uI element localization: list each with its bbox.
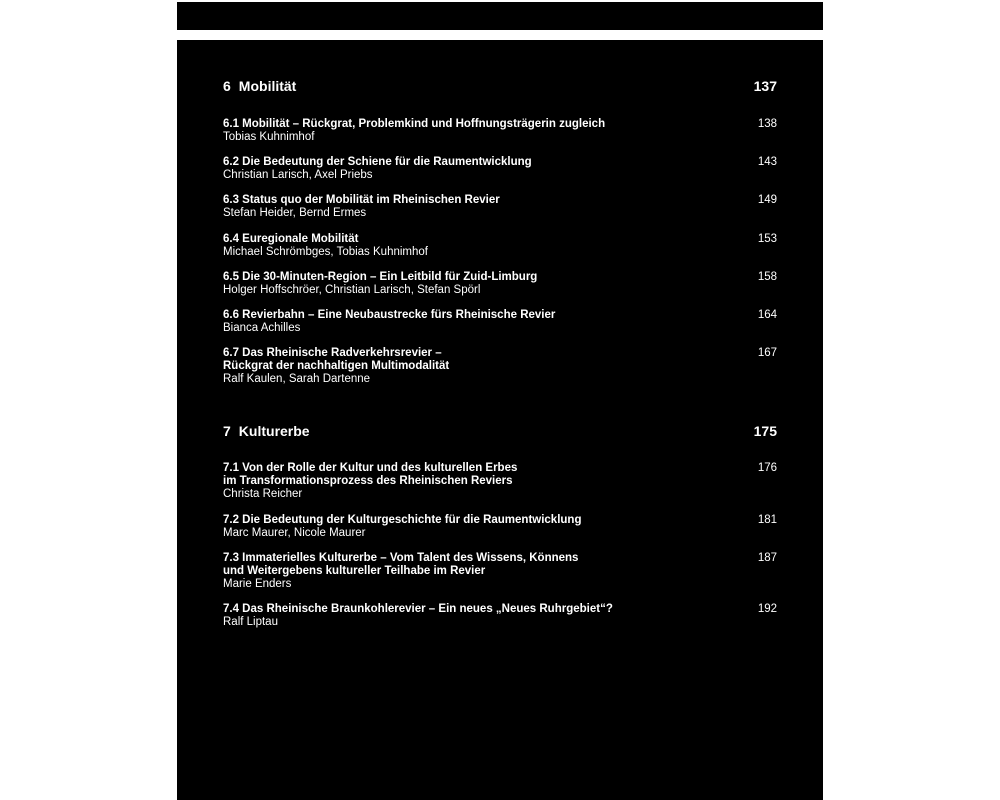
toc-entry[interactable] bbox=[223, 347, 777, 386]
toc-entry[interactable] bbox=[223, 271, 777, 297]
toc-entry[interactable] bbox=[223, 603, 777, 629]
chapter-name: Kulturerbe bbox=[238, 423, 310, 439]
toc-entry[interactable] bbox=[223, 118, 777, 144]
entry-title: 7.2 Die Bedeutung der Kulturgeschichte für die Raumentwicklung bbox=[223, 514, 582, 526]
entry-authors: Ralf Kaulen, Sarah Dartenne bbox=[223, 373, 371, 385]
chapter-title bbox=[223, 78, 296, 94]
toc-entry[interactable] bbox=[223, 233, 777, 259]
entry-page: 138 bbox=[757, 118, 777, 130]
toc-page bbox=[177, 40, 823, 800]
entry-page: 167 bbox=[757, 347, 777, 359]
chapter-page: 175 bbox=[753, 423, 777, 439]
entry-authors: Christian Larisch, Axel Priebs bbox=[223, 169, 373, 181]
toc-entry[interactable] bbox=[223, 309, 777, 335]
toc-entry[interactable] bbox=[223, 514, 777, 540]
entry-title-line2: im Transformationsprozess des Rheinischen Reviers bbox=[223, 475, 513, 487]
entry-page: 176 bbox=[757, 462, 777, 474]
entry-page: 187 bbox=[757, 552, 777, 564]
entry-authors: Stefan Heider, Bernd Ermes bbox=[223, 207, 367, 219]
entry-page: 143 bbox=[757, 156, 777, 168]
entry-title: 7.1 Von der Rolle der Kultur und des kulturellen Erbes bbox=[223, 462, 518, 474]
entry-authors: Christa Reicher bbox=[223, 488, 303, 500]
toc-entry[interactable] bbox=[223, 156, 777, 182]
entry-page: 158 bbox=[757, 271, 777, 283]
entry-page: 149 bbox=[757, 194, 777, 206]
entry-title: 6.3 Status quo der Mobilität im Rheinischen Revier bbox=[223, 194, 500, 206]
chapter-number: 7 bbox=[223, 423, 231, 439]
entry-title: 6.5 Die 30-Minuten-Region – Ein Leitbild für Zuid-Limburg bbox=[223, 271, 538, 283]
entry-title-line2: und Weitergebens kultureller Teilhabe im Revier bbox=[223, 565, 486, 577]
toc-entry[interactable] bbox=[223, 194, 777, 220]
entry-authors: Marie Enders bbox=[223, 578, 292, 590]
entry-authors: Bianca Achilles bbox=[223, 322, 301, 334]
entry-authors: Ralf Liptau bbox=[223, 616, 278, 628]
entry-title-line2: Rückgrat der nachhaltigen Multimodalität bbox=[223, 360, 450, 372]
entry-title: 6.6 Revierbahn – Eine Neubaustrecke fürs Rheinische Revier bbox=[223, 309, 556, 321]
entry-page: 181 bbox=[757, 514, 777, 526]
entry-page: 153 bbox=[757, 233, 777, 245]
chapter-number: 6 bbox=[223, 78, 231, 94]
chapter-title bbox=[223, 423, 310, 439]
chapter-name: Mobilität bbox=[238, 78, 297, 94]
entry-page: 192 bbox=[757, 603, 777, 615]
entry-title: 7.4 Das Rheinische Braunkohlerevier – Ein neues „Neues Ruhrgebiet“? bbox=[223, 603, 613, 615]
toc-entry[interactable] bbox=[223, 552, 777, 591]
entry-authors: Michael Schrömbges, Tobias Kuhnimhof bbox=[223, 246, 428, 258]
entry-authors: Tobias Kuhnimhof bbox=[223, 131, 315, 143]
entry-title: 6.1 Mobilität – Rückgrat, Problemkind und Hoffnungsträgerin zugleich bbox=[223, 118, 606, 130]
entry-authors: Marc Maurer, Nicole Maurer bbox=[223, 527, 366, 539]
toc-entry[interactable] bbox=[223, 462, 777, 501]
entry-title: 6.2 Die Bedeutung der Schiene für die Raumentwicklung bbox=[223, 156, 532, 168]
chapter-page: 137 bbox=[753, 78, 777, 94]
entry-title: 7.3 Immaterielles Kulturerbe – Vom Talent des Wissens, Könnens bbox=[223, 552, 579, 564]
entry-title: 6.7 Das Rheinische Radverkehrsrevier – bbox=[223, 347, 442, 359]
entry-page: 164 bbox=[757, 309, 777, 321]
entry-title: 6.4 Euregionale Mobilität bbox=[223, 233, 359, 245]
top-bar bbox=[177, 2, 823, 30]
entry-authors: Holger Hoffschröer, Christian Larisch, Stefan Spörl bbox=[223, 284, 481, 296]
